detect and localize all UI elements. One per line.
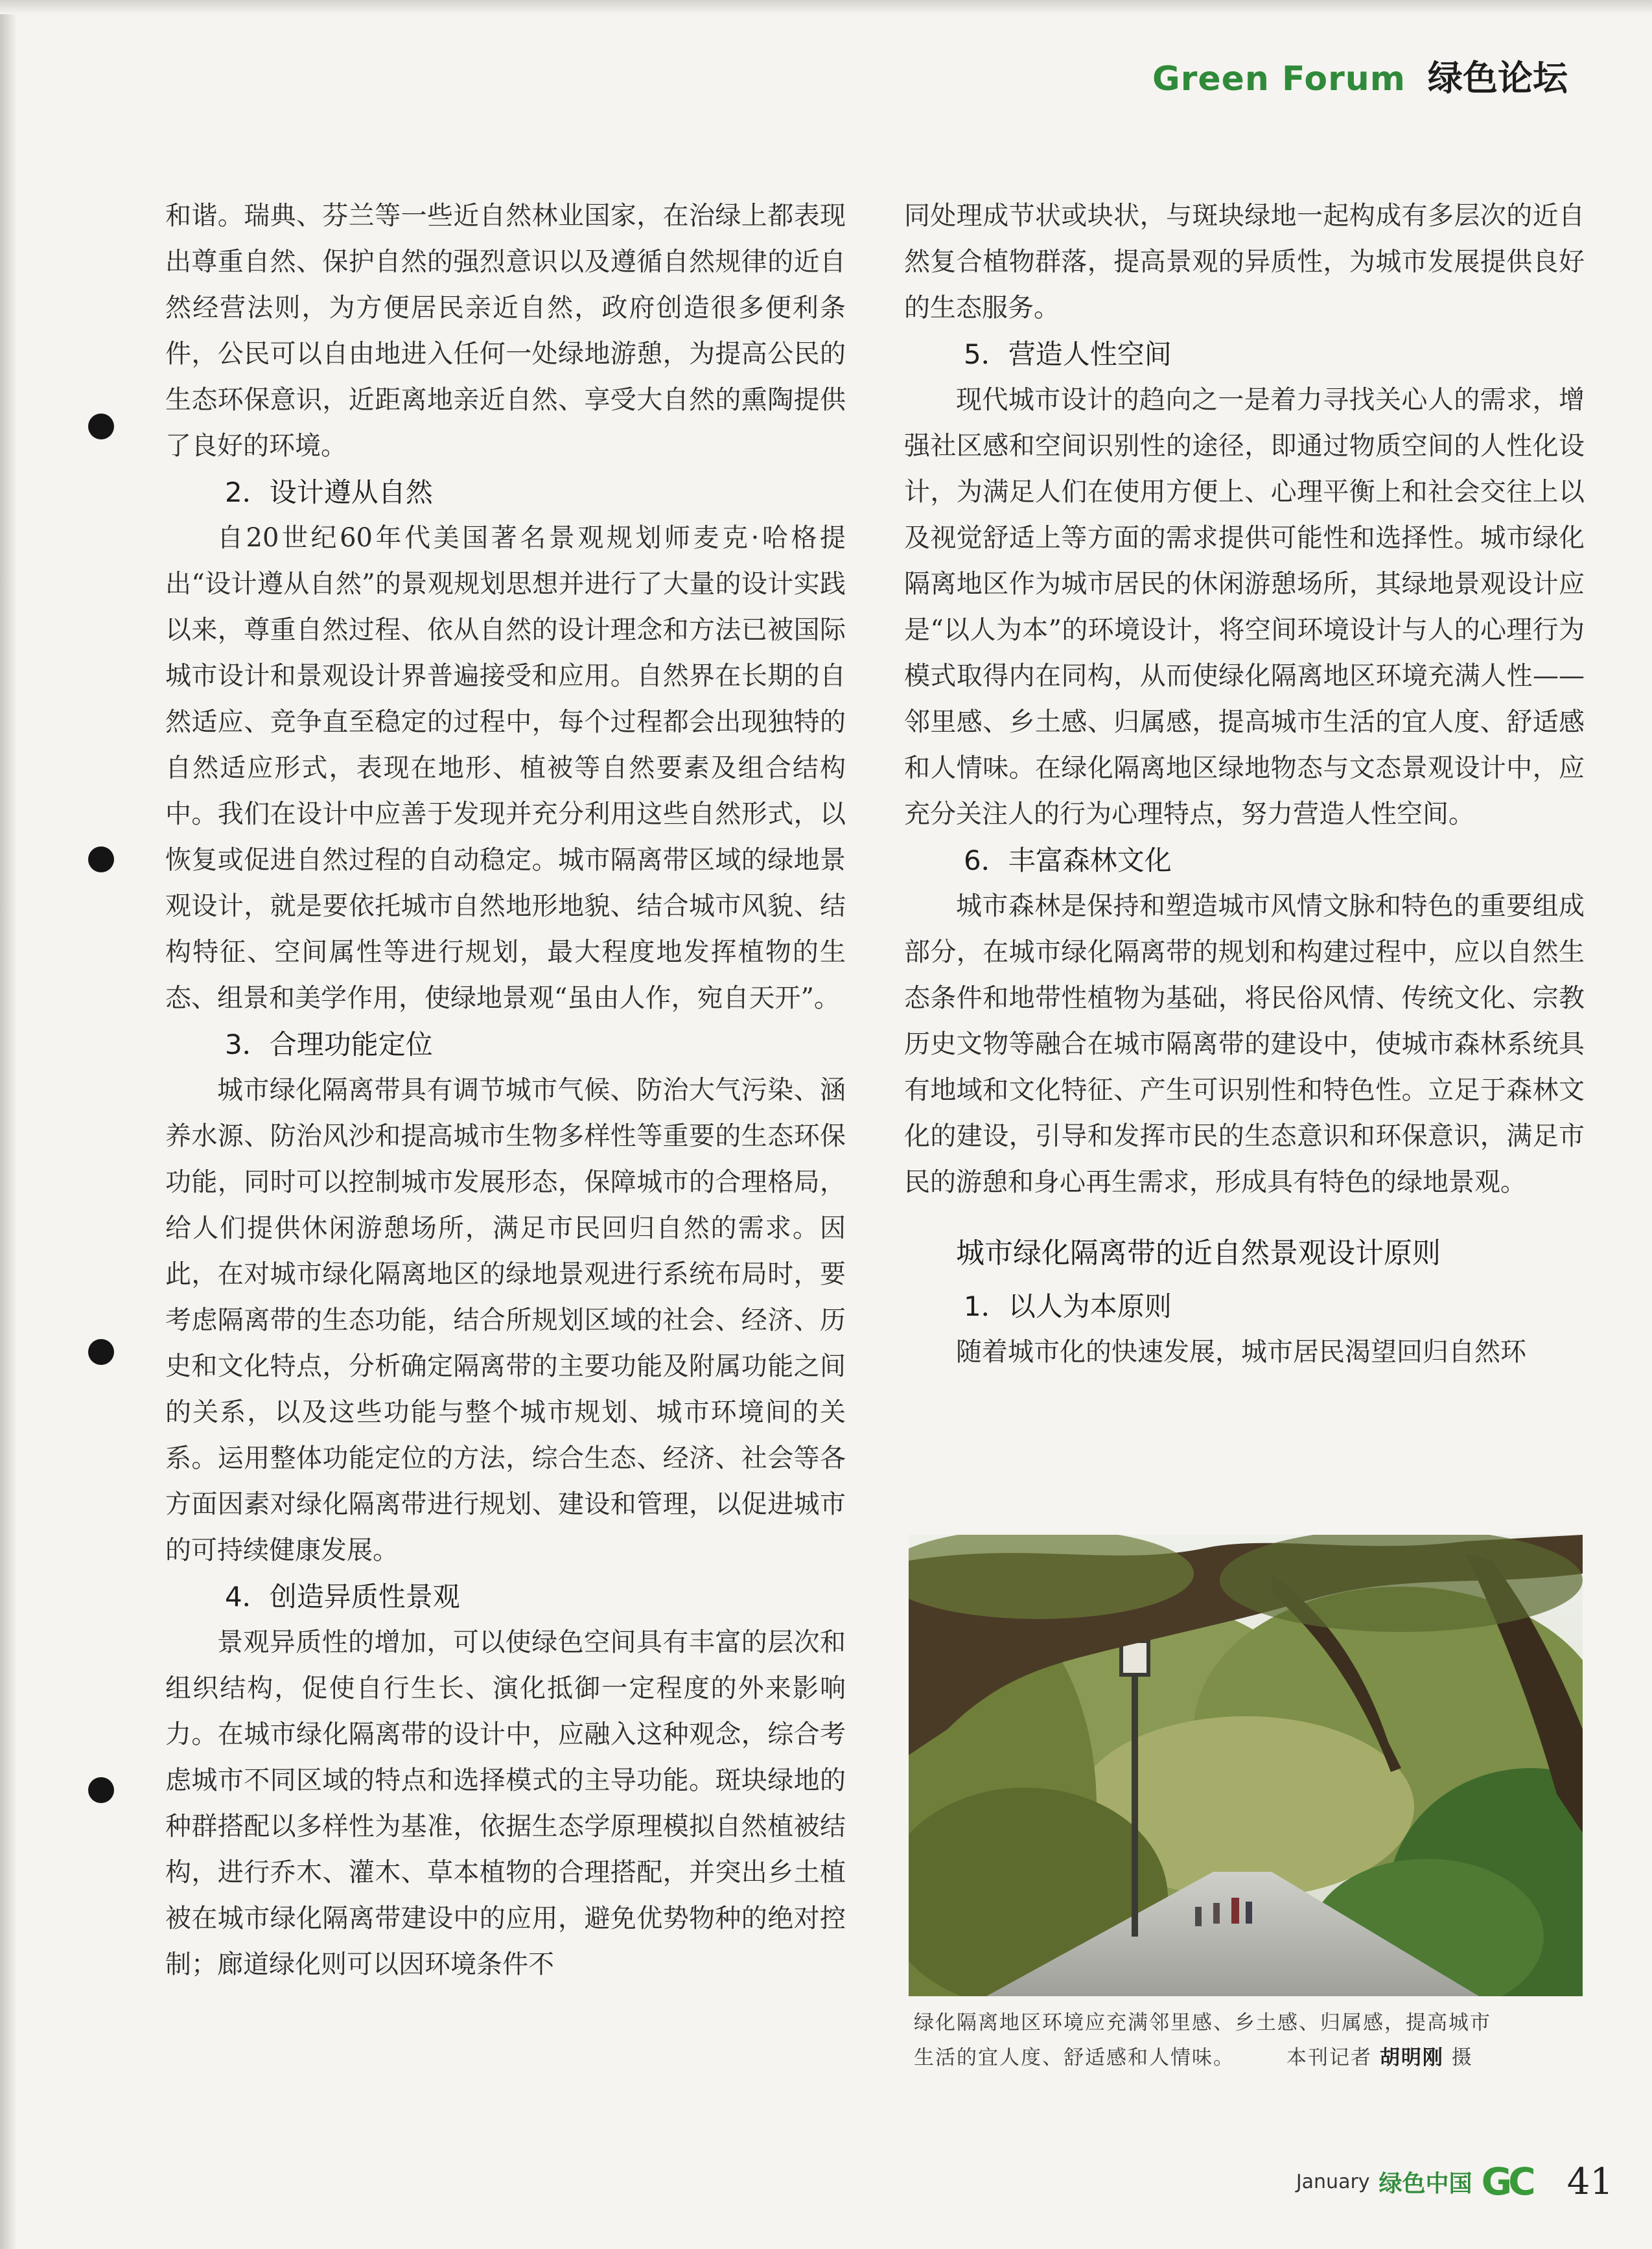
body-paragraph: 景观异质性的增加，可以使绿色空间具有丰富的层次和组织结构，促使自行生长、演化抵御一定程度的外来影响力。在城市绿化隔离带的设计中，应融入这种观念，综合考虑城市不同区域的特点和选择模式的主导功能。斑块绿地的种群搭配以多样性为基准，依据生态学原理模拟自然植被结构，进行乔木、灌木、草本植物的合理搭配，并突出乡土植被在城市绿化隔离带建设中的应用，避免优势物种的绝对控制；廊道绿化则可以因环境条件不 bbox=[165, 1627, 846, 1979]
magazine-logo-icon: GC bbox=[1481, 2160, 1532, 2204]
park-path-photo bbox=[909, 1535, 1583, 1996]
page-footer bbox=[1296, 2160, 1613, 2204]
subheading: 3．合理功能定位 bbox=[225, 1029, 433, 1060]
section-title-english: Green Forum bbox=[1152, 60, 1406, 99]
photo-credit-suffix: 摄 bbox=[1451, 2046, 1473, 2069]
page-edge-shadow bbox=[0, 0, 17, 2249]
page-number: 41 bbox=[1566, 2160, 1613, 2203]
photo-credit-name: 胡明刚 bbox=[1379, 2046, 1444, 2069]
subheading: 2．设计遵从自然 bbox=[225, 476, 433, 508]
page-top-shadow bbox=[0, 0, 1652, 14]
subheading: 5．营造人性空间 bbox=[964, 338, 1172, 370]
body-paragraph: 和谐。瑞典、芬兰等一些近自然林业国家，在治绿上都表现出尊重自然、保护自然的强烈意识以及遵循自然规律的近自然经营法则，为方便居民亲近自然，政府创造很多便利条件，公民可以自由地进入任何一处绿地游憩，为提高公民的生态环保意识，近距离地亲近自然、享受大自然的熏陶提供了良好的环境。 bbox=[165, 201, 846, 461]
body-paragraph: 城市绿化隔离带具有调节城市气候、防治大气污染、涵养水源、防治风沙和提高城市生物多样性等重要的生态环保功能，同时可以控制城市发展形态，保障城市的合理格局，给人们提供休闲游憩场所，满足市民回归自然的需求。因此，在对城市绿化隔离地区的绿地景观进行系统布局时，要考虑隔离带的生态功能，结合所规划区域的社会、经济、历史和文化特点，分析确定隔离带的主要功能及附属功能之间的关系，以及这些功能与整个城市规划、城市环境间的关系。运用整体功能定位的方法，综合生态、经济、社会等各方面因素对绿化隔离带进行规划、建设和管理，以促进城市的可持续健康发展。 bbox=[165, 1075, 846, 1565]
body-paragraph: 自20世纪60年代美国著名景观规划师麦克·哈格提出“设计遵从自然”的景观规划思想并进行了大量的设计实践以来，尊重自然过程、依从自然的设计理念和方法已被国际城市设计和景观设计界普遍接受和应用。自然界在长期的自然适应、竞争直至稳定的过程中，每个过程都会出现独特的自然适应形式，表现在地形、植被等自然要素及组合结构中。我们在设计中应善于发现并充分利用这些自然形式，以恢复或促进自然过程的自动稳定。城市隔离带区域的绿地景观设计，就是要依托城市自然地形地貌、结合城市风貌、结构特征、空间属性等进行规划，最大程度地发挥植物的生态、组景和美学作用，使绿地景观“虽由人作，宛自天开”。 bbox=[165, 523, 846, 1013]
caption-line-1: 绿化隔离地区环境应充满邻里感、乡土感、归属感，提高城市 bbox=[914, 2011, 1491, 2034]
photo-caption bbox=[914, 2005, 1588, 2075]
punch-hole bbox=[88, 414, 114, 439]
issue-month: January bbox=[1296, 2170, 1370, 2193]
magazine-name: 绿色中国 bbox=[1379, 2170, 1472, 2197]
punch-hole bbox=[88, 846, 114, 872]
subheading: 6．丰富森林文化 bbox=[964, 845, 1172, 876]
body-paragraph: 现代城市设计的趋向之一是着力寻找关心人的需求，增强社区感和空间识别性的途径，即通过物质空间的人性化设计，为满足人们在使用方便上、心理平衡上和社会交往上以及视觉舒适上等方面的需求提供可能性和选择性。城市绿化隔离地区作为城市居民的休闲游憩场所，其绿地景观设计应是“以人为本”的环境设计，将空间环境设计与人的心理行为模式取得内在同构，从而使绿化隔离地区环境充满人性——邻里感、乡土感、归属感，提高城市生活的宜人度、舒适感和人情味。在绿化隔离地区绿地物态与文态景观设计中，应充分关注人的行为心理特点，努力营造人性空间。 bbox=[904, 385, 1585, 829]
section-title-chinese: 绿色论坛 bbox=[1428, 58, 1568, 99]
page-header bbox=[1152, 51, 1568, 100]
body-paragraph: 城市森林是保持和塑造城市风情文脉和特色的重要组成部分，在城市绿化隔离带的规划和构建过程中，应以自然生态条件和地带性植物为基础，将民俗风情、传统文化、宗教历史文物等融合在城市隔离带的建设中，使城市森林系统具有地域和文化特征、产生可识别性和特色性。立足于森林文化的建设，引导和发挥市民的生态意识和环保意识，满足市民的游憩和身心再生需求，形成具有特色的绿地景观。 bbox=[904, 891, 1585, 1197]
section-heading: 城市绿化隔离带的近自然景观设计原则 bbox=[956, 1237, 1441, 1270]
photo-illustration bbox=[909, 1535, 1583, 1996]
subheading: 1．以人为本原则 bbox=[964, 1290, 1172, 1322]
left-column bbox=[165, 193, 846, 1988]
subheading: 4．创造异质性景观 bbox=[225, 1581, 460, 1613]
caption-line-2 bbox=[914, 2040, 1588, 2075]
body-paragraph: 同处理成节状或块状，与斑块绿地一起构成有多层次的近自然复合植物群落，提高景观的异质性，为城市发展提供良好的生态服务。 bbox=[904, 201, 1585, 323]
photo-credit-label: 本刊记者 bbox=[1286, 2046, 1372, 2069]
caption-line-2-text: 生活的宜人度、舒适感和人情味。 bbox=[914, 2046, 1235, 2069]
punch-hole bbox=[88, 1339, 114, 1365]
body-paragraph: 随着城市化的快速发展，城市居民渴望回归自然环 bbox=[956, 1337, 1526, 1367]
right-column bbox=[904, 193, 1585, 1375]
punch-hole bbox=[88, 1777, 114, 1803]
